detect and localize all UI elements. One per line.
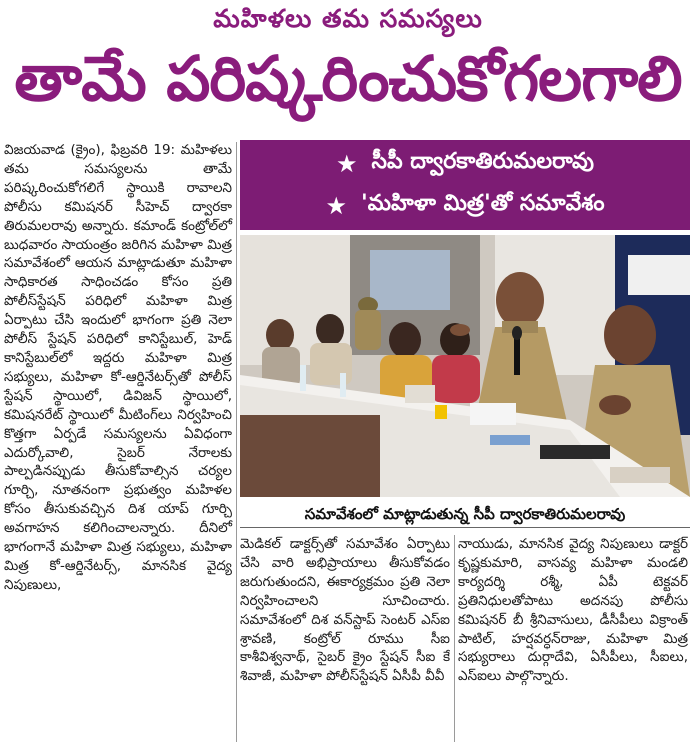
- column-divider: [454, 535, 455, 742]
- highlight-line: [240, 186, 690, 226]
- photo-caption: సమావేశంలో మాట్లాడుతున్న సీపీ ద్వారకాతిరుమలరావు: [304, 505, 626, 523]
- photo-illustration: [240, 235, 690, 497]
- highlight-line: [240, 144, 690, 184]
- highlight-text: 'మహిళా మిత్ర'తో సమావేశం: [360, 191, 605, 216]
- kicker: మహిళలు తమ సమస్యలు: [213, 4, 483, 33]
- highlight-text: సీపీ ద్వారకాతిరుమలరావు: [371, 149, 594, 174]
- body-paragraph: నాయుడు, మానసిక వైద్య నిపుణులు డాక్టర్ కృష్ణకుమారి, వాసవ్య మహిళా మండలి కార్యదర్శి రశ్మీ, ఏపీ టెక్టవర్ ప్రతినిధులతోపాటు అదనపు పోలీసు కమిషనర్ బీ శ్రీనివాసులు, డీసీపీలు విక్రాంత్ పాటిల్, హర్షవర్ధన్‌రాజు, మహిళా మిత్ర సభ్యురాలు దుర్గాదేవి, ఏసీపీలు, సీఐలు, ఎస్ఐలు పాల్గొన్నారు.: [458, 536, 688, 685]
- article-body-right: [458, 535, 688, 686]
- article-body-left: [4, 141, 232, 595]
- article-body-middle: [240, 535, 450, 686]
- caption-divider: [240, 527, 690, 528]
- body-paragraph: విజయవాడ (క్రైం), ఫిబ్రవరి 19: మహిళలు తమ సమస్యలను తామే పరిష్కరించుకోగలిగే స్థాయికి రావాలని పోలీసు కమిషనర్ సీహెచ్ ద్వారకా తిరుమలరావు అన్నారు. కమాండ్ కంట్రోల్‌లో బుధవారం సాయంత్రం జరిగిన మహిళా మిత్ర సమావేశంలో ఆయన మాట్లాడుతూ మహిళా సాధికారత సాధించడం కోసం ప్రతి పోలీస్‌స్టేషన్ పరిధిలో మహిళా మిత్ర ఏర్పాటు చేసి ఇందులో భాగంగా ప్రతి నెలా పోలీస్ స్టేషన్ పరిధిలో కానిస్టేబుల్, హెడ్ కానిస్టేబుల్‌లో ఇద్దరు మహిళా మిత్ర సభ్యులు, మహిళా కో-ఆర్డినేటర్స్‌తో పోలీస్ స్టేషన్ స్థాయిలో, డివిజన్ స్థాయిలో, కమిషనరేట్ స్థాయిలో మీటింగ్‌లు నిర్వహించి కొత్తగా ఏర్పడే సమస్యలను ఏవిధంగా ఎదుర్కోవాలి, సైబర్ నేరాలకు పాల్పడినప్పుడు తీసుకోవాల్సిన చర్యల గూర్చి, నూతనంగా ప్రభుత్వం మహిళల కోసం తీసుకువచ్చిన దిశ యాప్ గూర్చి అవగాహన కలిగించాలన్నారు. దీనిలో భాగంగానే మహిళా మిత్ర సభ్యులు, మహిళా మిత్ర కో-ఆర్డినేటర్స్, మానసిక వైద్య నిపుణులు,: [4, 142, 232, 593]
- body-paragraph: మెడికల్ డాక్టర్స్‌తో సమావేశం ఏర్పాటు చేసి వారి అభిప్రాయాలు తీసుకోవడం జరుగుతుందని, ఈకార్యక్రమం ప్రతి నెలా నిర్వహించాలని సూచించారు. సమావేశంలో దిశ వన్‌స్టాప్ సెంటర్ ఎస్ఐ శ్రావణి, కంట్రోల్ రూము సీఐ కాశీవిశ్వనాథ్, సైబర్ క్రైం స్టేషన్ సీఐ కే శివాజీ, మహిళా పోలీస్‌స్టేషన్ ఏసీపీ వీవీ: [240, 536, 450, 685]
- star-icon: ★: [336, 150, 358, 178]
- headline: తామే పరిష్కరించుకోగలగాలి: [14, 42, 682, 115]
- news-photo: [240, 235, 690, 497]
- highlight-banner: [240, 140, 690, 230]
- star-icon: ★: [325, 192, 347, 220]
- column-divider: [236, 142, 237, 742]
